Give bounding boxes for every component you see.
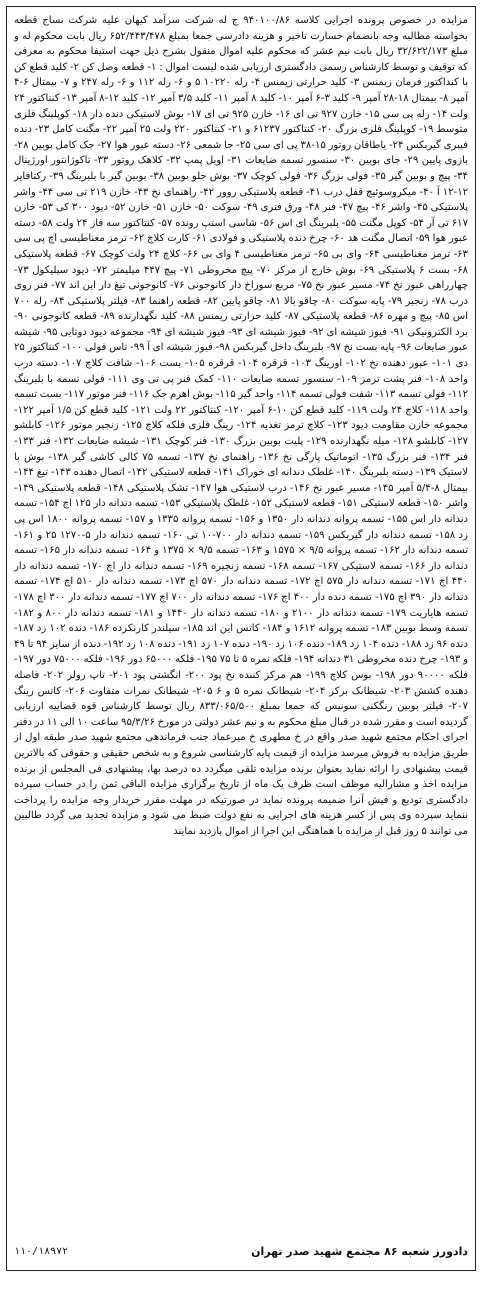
notice-body: مزایده در خصوص پرونده اجرایی کلاسه ۹۴۰۱۰۰/۸۶ ج له شرکت سرآمد کیهان علیه شرکت نساج قطعه بخواسته مطالبه وجه بانضمام خسارت تاخیر و هزینه دادرسی جمعا بمبلغ ۶۵۲/۴۴۳/۴۷۸ ریال بابت محکوم له و مبلغ ۳۲/۶۲۲/۱۷۳ ریال بابت نیم عشر که محکوم علیه اموال منقول بشرح ذیل جهت استیفا محکوم به معرفی که توقیف و توسط کارشناس رسمی دادگستری ارزیابی شده لیست اموال : ۱- قطعه وصل کن ۲- کلید قطع کن با کنداکتور فرمان زیمنس ۳- کلید حرارتی زیمنس ۴- رله ۱۰۲۲۰ ۵ و ۶- رله ۱۱۲ و ۶- رله ۲۴۷ و ۷- بیمتال ۶-۴ آمپر ۸- بیمتال ۱۸-۲۸ آمپر ۹- کلید ۳-۶ آمپر ۱۰- کلید ۸ آمپر ۱۱- کلید ۳/۵ آمپر ۱۲- کلید ۱۲-۸ آمپر ۱۳- کنتاکتور ۲۴ ولت ۱۴- رله پی سی ۱۵- خازن ۹۲۷ تی ای ۱۶- خازن ۹۲۵ تی ای ۱۷- بوش لاستیکی دنده دار ۱۸- کوپلینگ فلزی متوسط ۱۹- کوپلینگ فلزی بزرگ ۲۰- کنتاکتور ۶۱۲۳۷ و ۲۱- کنتاکتور ۲۲۰ ولت ۲۵ آمپر ۲۲- مگنت کامل ۲۳- دنده فیبری گیربکس ۲۴- یاطاقان روتور ۱۵-۳۸ پی ای سی ۲۵- جا شمعی ۲۶- دسته عبور هوا ۲۷- جک کامل بوبین ۲۸- بازوی پایین ۲۹- جای بوبین ۳۰- سنسور تسمه ضایعات ۳۱- اویل پمپ ۳۲- کلاهک روتور ۳۳- تاکوژانتور اورژینال ۳۴- پیچ و بوبین گیر ۳۵- فولی بزرگ ۳۶- فولی کوچک ۳۷- بوش جلو بوبین ۳۸- بوبین گیر با بلبرینگ ۳۹- رکتافایر ۱۲-۱۲ آ ۴۰- میکروسوئیچ قفل درب ۴۱- قطعه پلاستیکی روور ۴۲- راهنمای نخ ۴۳- خازن ۲۱۹ تی سی ۴۴- واشر پلاستیکی ۴۵- واشر ۴۶- پیچ ۴۷- فنر ۴۸- ورق فنری ۴۹- سوکت ۵۰- خازن ۵۱- خازن ۵۲- دیود ۳۰۰ کی ۵۳- خازن ۶۱۷ تی آر ۵۴- کوپل مگنت ۵۵- بلبرینگ ای اس ۵۶- شاسی استپ رونده ۵۷- کنتاکتور سه فاز ۲۴ ولت ۵۸- دسته عبور هوا ۵۹- اتصال مگنت هد ۶۰- چرخ دنده پلاستیکی و فولادی ۶۱- کارت کلاچ ۶۲- ترمز مغناطیسی اچ پی سی ۶۳- ترمز مغناطیسی ۶۴- وای بی ۶۵- ترمز مغناطیسی ۴ وای بی ۶۶- کلاچ ۲۴ ولت کوچک ۶۷- قطعه پلاستیکی ۶۸- بست ۶ پلاستیکی ۶۹- بوش خارج از مرکز ۷۰- پیچ مخروطی ۷۱- پیچ ۴۴۷ میلیمتر ۷۲- دیود سیلیکول ۷۳- چهارراهی عبور نخ ۷۴- مسیر عبور نخ ۷۵- مربع سوراخ دار کانوجونی ۷۶- کانوجونی تیغ دار این اند ۷۷- فنر روی درب ۷۸- زنجیر ۷۹- پایه سوکت ۸۰- چاقو بالا ۸۱- چاقو پایین ۸۲- قطعه راهنما ۸۳- فیلتر پلاستیکی ۸۴- رله ۷۰۰ اس ۸۵- پیچ و مهره ۸۶- قطعه پلاستیکی ۸۷- کلید حرارتی زیمنس ۸۸- کلید نگهدارنده ۸۹- قطعه کانوجونی ۹۰- برد الکترونیکی ۹۱- فیوز شیشه ای ۹۲- فیوز شیشه ای ۹۳- فیوز شیشه ای ۹۴- مجموعه دیود دوتایی ۹۵- شیشه عبور ضایعات ۹۶- پایه بست نخ ۹۷- بلبرینگ داخل گیربکس ۹۸- فیوز شیشه ای آ ۹۹- تاس فولی ۱۰۰- کنتاکتور ۲۵ دی ۱۰۱- عبور دهنده نخ ۱۰۲- اورینگ ۱۰۳- قرقره ۱۰۴- قرقره ۱۰۵- بست ۱۰۶- شافت کلاچ ۱۰۷- دسته درب واحد ۱۰۸- فنر پشت ترمز ۱۰۹- سنسور تسمه ضایعات ۱۱۰- کمک فنر پی تی وی ۱۱۱- فولی تسمه با بلبرینگ ۱۱۲- فولی تسمه ۱۱۳- شفت فولی تسمه ۱۱۴- واحد گیر ۱۱۵- بوش اهرم جک ۱۱۶- فنر موتور ۱۱۷- بست تسمه واحد ۱۱۸- کلاچ ۲۴ ولت ۱۱۹- کلید قطع کن ۱۰-۶ آمپر ۱۲۰- کنتاکتور ۲۲ ولت ۱۲۱- کلید قطع کن ۱/۵ آمپر ۱۲۲- مجموعه خازن مقاومت دیود ۱۲۳- کلاچ ترمز تغذیه ۱۲۴- رینگ فلزی فلکه کلاچ ۱۲۵- زنجیر موتور ۱۲۶- کابلشو ۱۲۷- کابلشو ۱۲۸- میله نگهدارنده ۱۲۹- پلیت بوبین بزرگ ۱۳۰- فنر کوچک ۱۳۱- شیشه ضایعات ۱۳۲- فنر ۱۳۳- فنر ۱۳۴- فنر بزرگ ۱۳۵- اتوماتیک پارگی نخ ۱۳۶- راهنمای نخ ۱۳۷- تسمه ۷۵ کالی کاشی گیر ۱۳۸- بوش با لاستیک ۱۳۹- دسته بلبرینگ ۱۴۰- غلطک دندانه ای خوراک ۱۴۱- قطعه لاستیکی ۱۴۲- اتصال دهنده ۱۴۳- تیغ ۱۴۴- بیمتال ۸-۵/۴ آمپر ۱۴۵- مسیر عبور نخ ۱۴۶- درب لاستیکی هوا ۱۴۷- تشک پلاستیکی ۱۴۸- قطعه پلاستیکی ۱۴۹- واشر ۱۵۰- قطعه لاستیکی ۱۵۱- قطعه لاستیکی ۱۵۲- غلطک پلاستیکی ۱۵۳- تسمه دندانه دار ۱۲۵ اچ ۱۵۴- تسمه دندانه دار اس ۱۵۵- تسمه پروانه دندانه دار ۱۳۵۰ و ۱۵۶- تسمه پروانه ۱۳۳۵ و ۱۵۷- تسمه پروانه ۱۸۰۰ اس پی زد ۱۵۸- تسمه دندانه دار گیربکس ۱۵۹- تسمه دندانه دار ۷۰۰-۱۰ تی ۱۶۰- تسمه دندانه دار ۵-۱۲۷۰ ۲۵ و ۱۶۱- تسمه دندانه دار ۱۶۲- تسمه پروانه ۹/۵ × ۱۵۷۵ و ۱۶۳- تسمه ۹/۵ × ۱۳۷۵ و ۱۶۴- تسمه دندانه دار ۱۶۵- تسمه دندانه دار ۱۶۶- تسمه لاستیکی ۱۶۷- تسمه ۱۶۸- تسمه زنجیره ۱۶۹- تسمه دندانه دار اچ ۱۷۰- تسمه دندانه دار ۴۴۰ اچ ۱۷۱- تسمه دندانه دار ۵۷۵ اچ ۱۷۲- تسمه دندانه دار ۵۷۰ اچ ۱۷۳- تسمه دندانه دار ۵۱۰ اچ ۱۷۴- تسمه دندانه دار ۳۹۰ اچ ۱۷۵- تسمه دنده دار ۴۰۰ اچ ۱۷۶- تسمه دندانه دار ۷۰۰ اچ ۱۷۷- تسمه دندانه دار ۳۰۰ اچ ۱۷۸- تسمه هایاریت ۱۷۹- تسمه دندانه دار ۲۱۰۰ و ۱۸۰- تسمه دندانه دار ۱۴۴۰ و ۱۸۱- تسمه دندانه دار ۸۰۰ و ۱۸۲- تسمه وسط بوبین ۱۸۳- تسمه پروانه ۱۶۱۲ و ۱۸۴- کاتس این اند ۱۸۵- سیلندر کارنکرده ۱۸۶- دنده ۱۰۲ زد ۱۸۷- دنده ۹۶ زد ۱۸۸- دنده ۱۰۴ زد ۱۸۹- دنده ۱۰۶ زد ۱۹۰- دنده ۱۰۷ زد ۱۹۱- دنده ۱۰۸ زد ۱۹۲- دنده از سایز ۹۴ تا ۴۹ و ۱۹۳- چرخ دنده مخروطی ۳۱ دندانه ۱۹۴- فلکه نمره ۵ تا ۷۵ ۱۹۵- فلکه ۶۵۰۰۰ دور ۱۹۶- فلکه ۷۵۰۰۰ دور ۱۹۷- فلکه ۹۰۰۰۰ دور ۱۹۸- بوس کلاچ ۱۹۹- هم مرکز کننده نخ پود ۲۰۰- انگشتی پود ۲۰۱- تاپ رولر ۲۰۲- فاصله دهنده کشش ۲۰۳- شیطانک برکر ۲۰۴- شیطانک نمره ۵ و ۶ ۲۰۵- شیطانک نمرات متفاوت ۲۰۶- کاتس رینگ ۲۰۷- فیلتر بوبین رنگکنی سونیس که جمعا بمبلغ ۸۳۳/۰۶۵/۵۰۰ ریال توسط کارشناس قوه قضاییه ارزیابی گردیده است و مقرر شده در قبال مبلغ محکوم به و نیم عشر دولتی در مورخ ۹۵/۳/۲۶ ساعت ۱۰ الی ۱۱ در دفتر اجرای احکام مجتمع شهید صدر واقع در خ مطهری خ میرعماد جنب فرماندهی مجتمع شهید صدر طبقه اول از طریق مزایده به فروش میرسد مزایده از قیمت پایه کارشناسی شروع و به شخص حقیقی و حقوقی که بالاترین قیمت پیشنهادی را ارائه نماید بعنوان برنده مزایده تلقی میگردد ده درصد بها، پیشنهادی فی المجلس از برنده مزایده اخذ و مشارالیه موظف است ظرف یک ماه از تاریخ برگزاری مزایده الباقی ثمن را در حساب سپرده دادگستری تودیع و فیش آنرا ضمیمه پرونده نماید در صورتیکه در مهلت مقرر خریدار وجه مزایده را پرداخت ننماید سپرده وی پس از کسر هزینه های اجرایی به نفع دولت ضبط می شود و مزایده تجدید می گردد طالبین می توانند ۵ روز قبل از مزایده با هماهنگی این اجرا از اموال بازدید نمایند: [14, 15, 469, 837]
notice-footer: [14, 1245, 468, 1258]
notice-code: ۱۱۰/۱۸۹۷۲: [14, 1246, 69, 1257]
auction-notice: [6, 6, 476, 1271]
court-signature: دادورز شعبه ۸۶ مجتمع شهید صدر تهران: [251, 1245, 468, 1258]
